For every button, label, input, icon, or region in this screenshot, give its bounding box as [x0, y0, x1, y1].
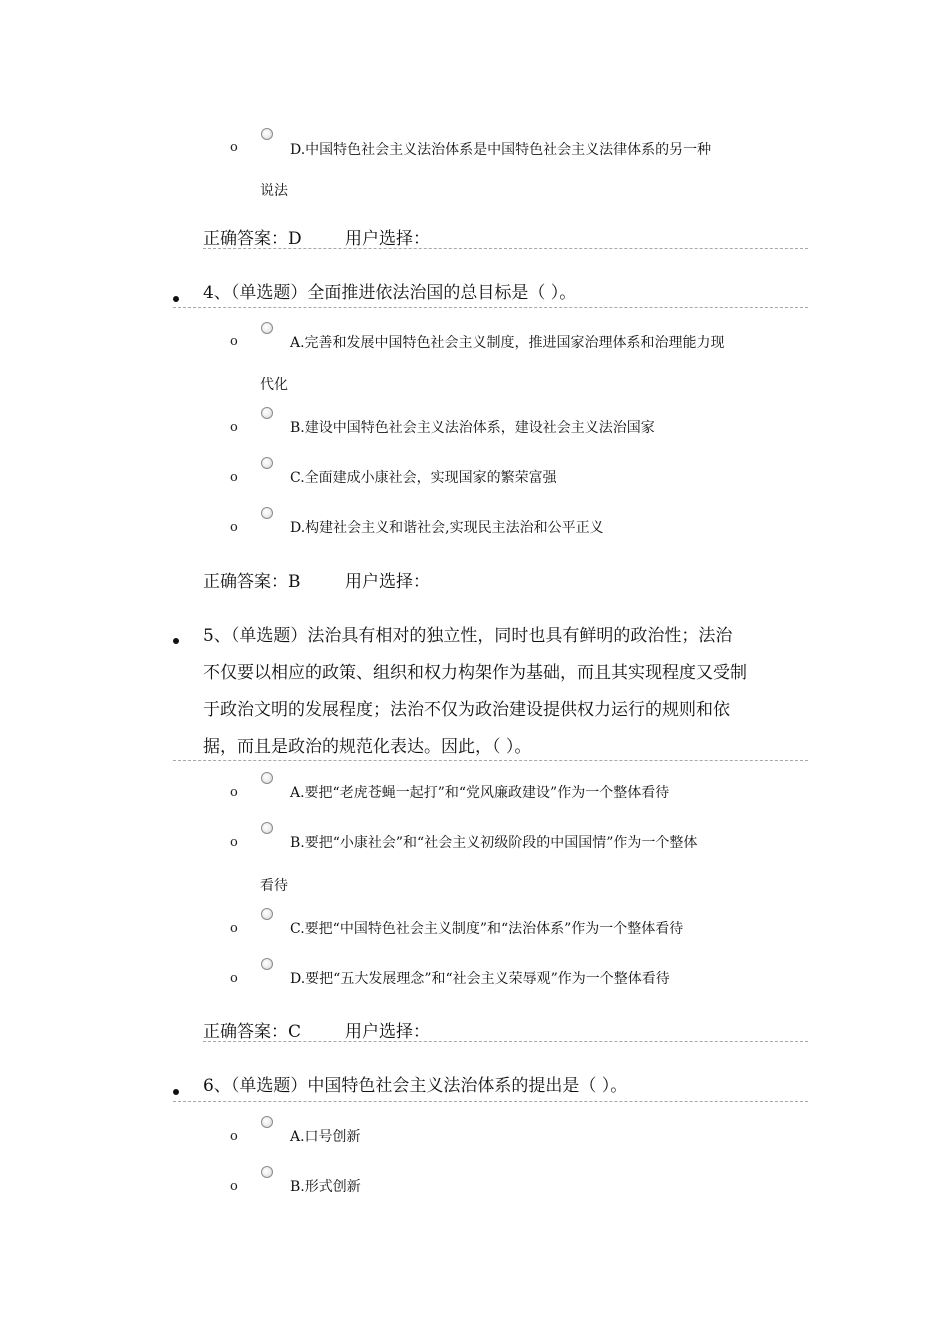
option-bullet: o [230, 520, 238, 535]
option-bullet: o [230, 140, 238, 155]
radio-q4-a[interactable] [261, 322, 273, 334]
option-text: D.中国特色社会主义法治体系是中国特色社会主义法律体系的另一种 [290, 142, 712, 158]
option-text: D.构建社会主义和谐社会,实现民主法治和公平正义 [290, 520, 604, 536]
option-text: C.要把“中国特色社会主义制度”和“法治体系”作为一个整体看待 [290, 921, 684, 937]
radio-q5-c[interactable] [261, 908, 273, 920]
divider [203, 1041, 808, 1042]
question-bullet [173, 638, 179, 644]
divider [173, 1101, 808, 1102]
option-text: B.要把“小康社会”和“社会主义初级阶段的中国国情”作为一个整体 [290, 835, 698, 851]
radio-q5-a[interactable] [261, 772, 273, 784]
radio-q6-a[interactable] [261, 1116, 273, 1128]
correct-answer: 正确答案：C [203, 1022, 302, 1042]
correct-answer: 正确答案：B [203, 572, 301, 592]
option-text: B.形式创新 [290, 1179, 361, 1195]
radio-q5-b[interactable] [261, 822, 273, 834]
question-text-line: 于政治文明的发展程度；法治不仅为政治建设提供权力运行的规则和依 [203, 700, 730, 720]
divider [173, 760, 808, 761]
option-bullet: o [230, 1129, 238, 1144]
option-text-cont: 代化 [260, 377, 288, 393]
option-bullet: o [230, 971, 238, 986]
divider [203, 248, 808, 249]
question-bullet [173, 1089, 179, 1095]
question-text-line: 5、（单选题）法治具有相对的独立性，同时也具有鲜明的政治性；法治 [203, 626, 733, 646]
user-choice: 用户选择： [345, 1022, 430, 1042]
option-bullet: o [230, 420, 238, 435]
radio-q4-b[interactable] [261, 407, 273, 419]
option-text: A.完善和发展中国特色社会主义制度，推进国家治理体系和治理能力现 [290, 335, 725, 351]
question-bullet [173, 296, 179, 302]
option-text: C.全面建成小康社会，实现国家的繁荣富强 [290, 470, 557, 486]
radio-q5-d[interactable] [261, 958, 273, 970]
option-text: D.要把“五大发展理念”和“社会主义荣辱观”作为一个整体看待 [290, 971, 670, 987]
radio-q4-c[interactable] [261, 457, 273, 469]
option-text-cont: 说法 [260, 183, 288, 199]
radio-q6-b[interactable] [261, 1166, 273, 1178]
radio-q3-d[interactable] [261, 128, 273, 140]
option-bullet: o [230, 470, 238, 485]
divider [173, 307, 808, 308]
question-text: 6、（单选题）中国特色社会主义法治体系的提出是（ ）。 [203, 1076, 628, 1096]
question-text-line: 据，而且是政治的规范化表达。因此，（ ）。 [203, 737, 532, 757]
question-text-line: 不仅要以相应的政策、组织和权力构架作为基础，而且其实现程度又受制 [203, 663, 747, 683]
radio-q4-d[interactable] [261, 507, 273, 519]
option-text: A.要把“老虎苍蝇一起打”和“党风廉政建设”作为一个整体看待 [290, 785, 670, 801]
correct-answer: 正确答案：D [203, 229, 302, 249]
option-bullet: o [230, 1179, 238, 1194]
option-text: A.口号创新 [290, 1129, 361, 1145]
option-bullet: o [230, 334, 238, 349]
user-choice: 用户选择： [345, 229, 430, 249]
option-text-cont: 看待 [260, 878, 288, 894]
user-choice: 用户选择： [345, 572, 430, 592]
option-text: B.建设中国特色社会主义法治体系，建设社会主义法治国家 [290, 420, 655, 436]
question-text: 4、（单选题）全面推进依法治国的总目标是（ ）。 [203, 283, 577, 303]
option-bullet: o [230, 835, 238, 850]
option-bullet: o [230, 785, 238, 800]
option-bullet: o [230, 921, 238, 936]
